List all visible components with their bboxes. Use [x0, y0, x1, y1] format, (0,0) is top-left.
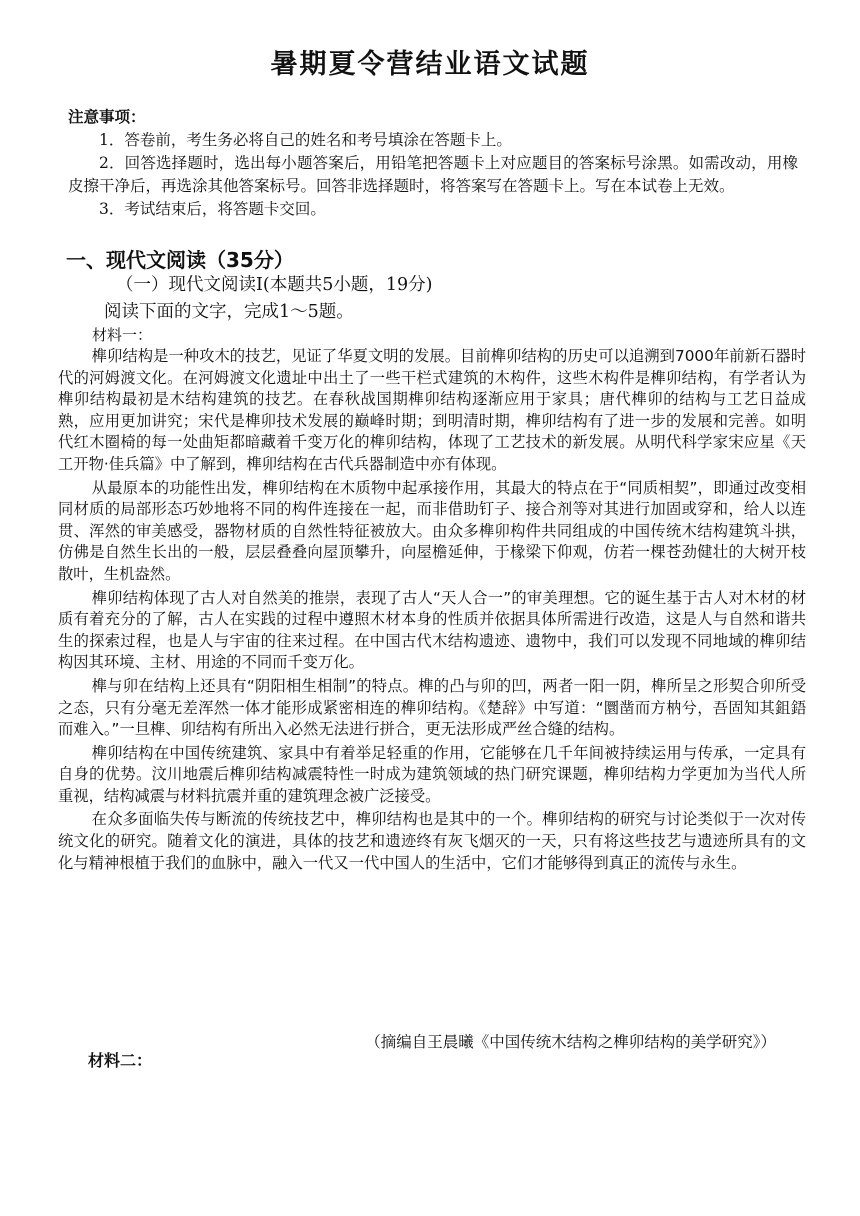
notice-heading: 注意事项：	[68, 108, 146, 126]
article-paragraph: 从最原本的功能性出发，榫卯结构在木质物中起承接作用，其最大的特点在于“同质相契”，即通过改变相同材质的局部形态巧妙地将不同的构件连接在一起，而非借助钉子、接合剂等对其进行加固或穿和，给人以连贯、浑然的审美感受，器物材质的自然性特征被放大。由众多榫卯构件共同组成的中国传统木结构建筑斗拱，仿佛是自然生长出的一般，层层叠叠向屋顶攀升，向屋檐延伸，于椽梁下仰观，仿若一棵苍劲健壮的大树开枝散叶，生机盎然。	[58, 478, 806, 583]
notice-item: 3．考试结束后，将答题卡交回。	[99, 200, 326, 218]
source-citation: （摘编自王晨曦《中国传统木结构之榫卯结构的美学研究》）	[365, 1033, 776, 1051]
material-one-text	[58, 346, 806, 874]
article-paragraph: 榫与卯在结构上还具有“阴阳相生相制”的特点。榫的凸与卯的凹，两者一阳一阴，榫所呈之形契合卯所受之态，只有分毫无差浑然一体才能形成紧密相连的榫卯结构。《楚辞》中写道：“圜凿而方枘兮，吾固知其鉏鋙而难入。”一旦榫、卯结构有所出入必然无法进行拼合，更无法形成严丝合缝的结构。	[58, 676, 806, 739]
article-paragraph: 榫卯结构是一种攻木的技艺，见证了华夏文明的发展。目前榫卯结构的历史可以追溯到7000年前新石器时代的河姆渡文化。在河姆渡文化遗址中出土了一些干栏式建筑的木构件，这些木构件是榫卯结构，有学者认为榫卯结构最初是木结构建筑的技艺。在春秋战国期榫卯结构逐渐应用于家具；唐代榫卯的结构与工艺日益成熟，应用更加讲究；宋代是榫卯技术发展的巅峰时期；到明清时期，榫卯结构有了进一步的发展和完善。如明代红木圈椅的每一处曲矩都暗藏着千变万化的榫卯结构，体现了工艺技术的新发展。从明代科学家宋应星《天工开物·佳兵篇》中了解到，榫卯结构在古代兵器制造中亦有体现。	[58, 347, 806, 473]
reading-instruction: 阅读下面的文字，完成1～5题。	[104, 302, 354, 322]
article-paragraph: 在众多面临失传与断流的传统技艺中，榫卯结构也是其中的一个。榫卯结构的研究与讨论类似于一次对传统文化的研究。随着文化的演进，具体的技艺和遗迹终有灰飞烟灭的一天，只有将这些技艺与遗迹所具有的文化与精神根植于我们的血脉中，融入一代又一代中国人的生活中，它们才能够得到真正的流传与永生。	[58, 810, 806, 872]
article-paragraph: 榫卯结构体现了古人对自然美的推崇，表现了古人“天人合一”的审美理想。它的诞生基于古人对木材的材质有着充分的了解，古人在实践的过程中遵照木材本身的性质并依据具体所需进行改造，这是人与自然和谐共生的探索过程，也是人与宇宙的往来过程。在中国古代木结构遗迹、遗物中，我们可以发现不同地域的榫卯结构因其环境、主材、用途的不同而千变万化。	[58, 588, 806, 672]
material-one-label: 材料一：	[92, 326, 153, 344]
article-paragraph: 榫卯结构在中国传统建筑、家具中有着举足轻重的作用，它能够在几千年间被持续运用与传承，一定具有自身的优势。汶川地震后榫卯结构减震特性一时成为建筑领域的热门研究课题，榫卯结构力学更加为当代人所重视，结构减震与材料抗震并重的建筑理念被广泛接受。	[58, 743, 806, 805]
section-heading: 一、现代文阅读（35分）	[66, 248, 294, 272]
notice-item: 2．回答选择题时，选出每小题答案后，用铅笔把答题卡上对应题目的答案标号涂黑。如需改动，用橡皮擦干净后，再选涂其他答案标号。回答非选择题时，将答案写在答题卡上。写在本试卷上无效。	[68, 154, 798, 195]
page-title: 暑期夏令营结业语文试题	[270, 49, 590, 80]
material-two-label: 材料二：	[88, 1051, 153, 1070]
notice-item: 1．答卷前，考生务必将自己的姓名和考号填涂在答题卡上。	[99, 131, 512, 149]
notice-block	[68, 106, 798, 221]
subsection-heading: （一）现代文阅读Ⅰ(本题共5小题，19分)	[116, 275, 433, 295]
